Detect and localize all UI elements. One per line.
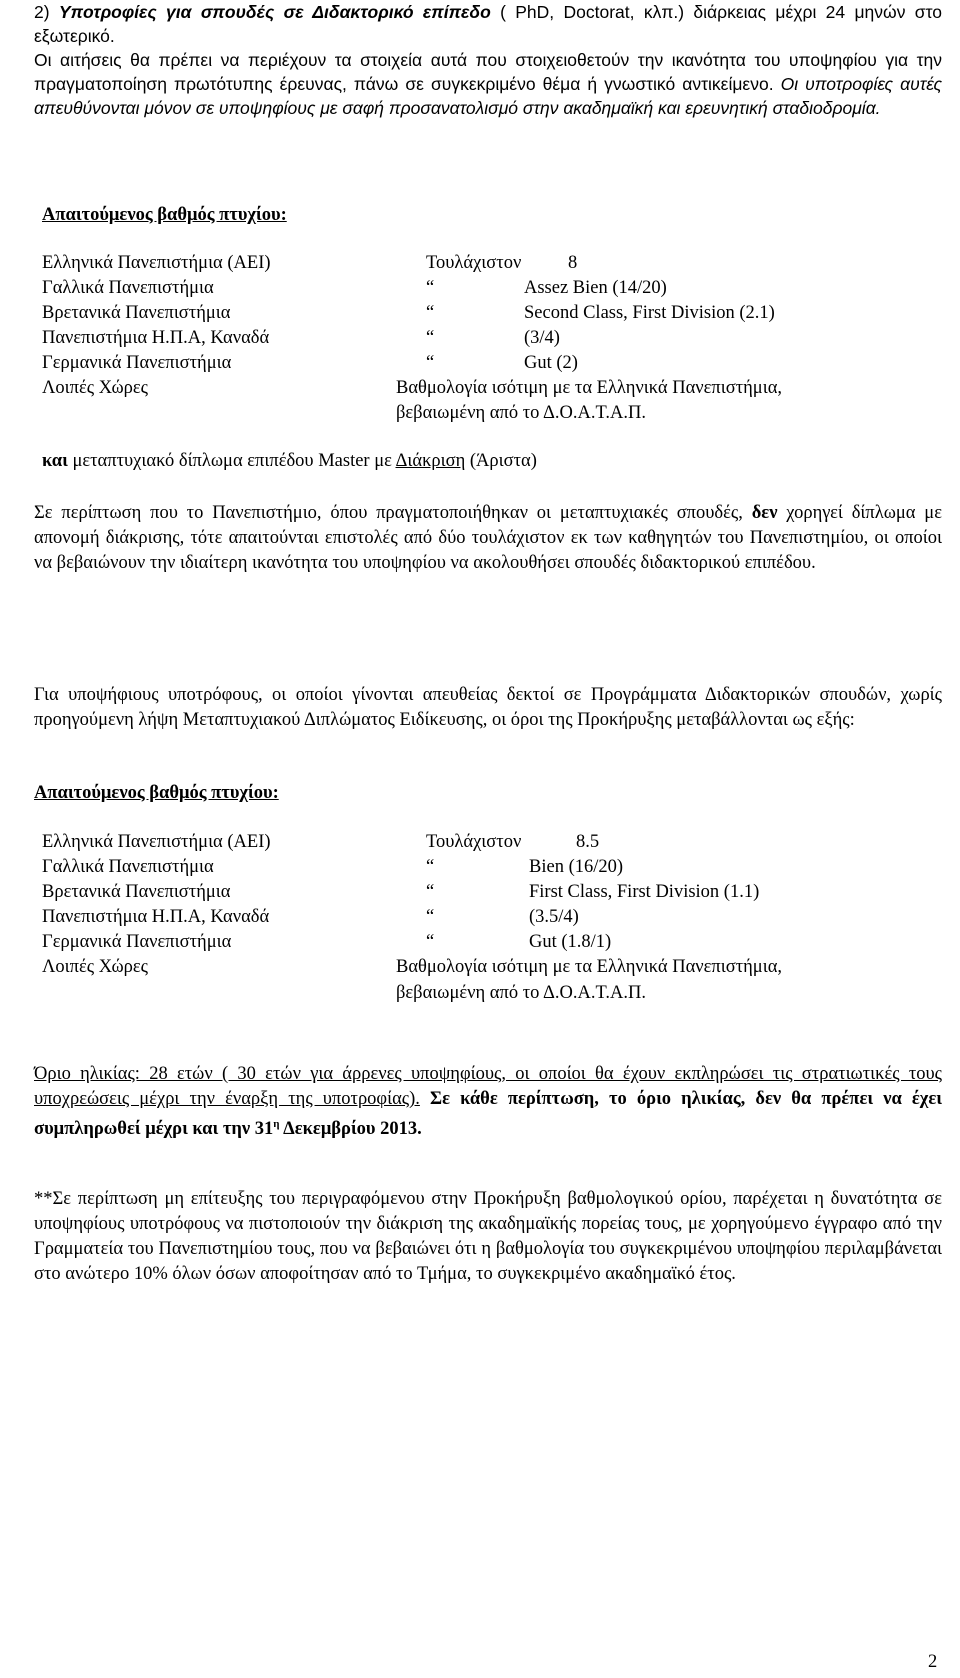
grade-value: (3/4): [524, 328, 560, 348]
grade-row: [42, 957, 942, 981]
distinction-word: Διάκριση: [395, 451, 466, 471]
section-title-suffix: ( PhD, Doctorat, κλπ.) διάρκειας μέχρι 24 μηνών στο εξωτερικό.: [34, 2, 942, 46]
grade-mark: “: [426, 907, 435, 927]
grade-mark: Τουλάχιστον: [426, 832, 522, 852]
section-italic-note: Οι υποτροφίες αυτές απευθύνονται μόνον σε υποψηφίους με σαφή προσανατολισμό στην ακαδημαϊκή και ερευνητική σταδιοδρομία.: [34, 74, 942, 118]
distinction-suffix: (Άριστα): [465, 451, 537, 471]
letters-text-1: Σε περίπτωση που το Πανεπιστήμιο, όπου πραγματοποιήθηκαν οι μεταπτυχιακές σπουδές,: [34, 503, 752, 523]
grade-row: [42, 278, 942, 302]
grade-country: Γαλλικά Πανεπιστήμια: [42, 857, 214, 877]
grade-value: Βαθμολογία ισότιμη με τα Ελληνικά Πανεπιστήμια,: [396, 378, 783, 398]
direct-admission-paragraph: Για υποψήφιους υποτρόφους, οι οποίοι γίνονται απευθείας δεκτοί σε Προγράμματα Διδακτορικών σπουδών, χωρίς προηγούμενη λήψη Μεταπτυχιακού Διπλώματος Ειδίκευσης, οι όροι της Προκήρυξης μεταβάλλονται ως εξής:: [34, 685, 942, 730]
grade-value: Second Class, First Division (2.1): [524, 303, 775, 323]
grade-country: Γερμανικά Πανεπιστήμια: [42, 932, 232, 952]
grades-heading-1: Απαιτούμενος βαθμός πτυχίου:: [42, 205, 287, 225]
master-requirement: [42, 451, 537, 472]
grade-mark: Τουλάχιστον: [426, 253, 522, 273]
grade-country: Γαλλικά Πανεπιστήμια: [42, 278, 214, 298]
grade-value: Gut (2): [524, 353, 578, 373]
grade-mark: “: [426, 278, 435, 298]
grade-row: [42, 932, 942, 956]
grade-country: Βρετανικά Πανεπιστήμια: [42, 882, 231, 902]
grade-row: [42, 882, 942, 906]
grade-cert-line: βεβαιωμένη από το Δ.Ο.Α.Τ.Α.Π.: [396, 983, 647, 1003]
grade-country: Βρετανικά Πανεπιστήμια: [42, 303, 231, 323]
grade-country: Ελληνικά Πανεπιστήμια (ΑΕΙ): [42, 253, 271, 273]
grade-value: 8.5: [576, 832, 600, 852]
section-body: Οι αιτήσεις θα πρέπει να περιέχουν τα στοιχεία αυτά που στοιχειοθετούν την ικανότητα του υποψηφίου για την πραγματοποίηση πρωτότυπης έρευνας, πάνω σε συγκεκριμένο θέμα ή γνωστικό αντικείμενο.: [34, 50, 942, 94]
note-paragraph: **Σε περίπτωση μη επίτευξης του περιγραφόμενου στην Προκήρυξη βαθμολογικού ορίου, παρέχεται η δυνατότητα σε υποψηφίους υποτρόφους να πιστοποιούν την διάκριση της ακαδημαϊκής πορείας τους, με χορηγούμενο έγγραφο από την Γραμματεία του Πανεπιστημίου τους, που να βεβαιώνει ότι η βαθμολογία του συγκεκριμένου υποψηφίου περιλαμβάνεται στο ανώτερο 10% όλων όσων αποφοίτησαν από το Τμήμα, το συγκεκριμένο ακαδημαϊκό έτος.: [34, 1189, 942, 1284]
grade-country: Πανεπιστήμια Η.Π.Α, Καναδά: [42, 907, 270, 927]
grade-value: First Class, First Division (1.1): [529, 882, 760, 902]
grade-row: [42, 378, 942, 402]
grade-mark: “: [426, 857, 435, 877]
grade-mark: “: [426, 328, 435, 348]
age-limit-text: Όριο ηλικίας: 28 ετών ( 30 ετών για άρρενες υποψηφίους, οι οποίοι θα έχουν εκπληρώσει τις στρατιωτικές τους υποχρεώσεις μέχρι την έναρξη της υποτροφίας).: [34, 1064, 942, 1109]
section-title: Υποτροφίες για σπουδές σε Διδακτορικό επίπεδο: [58, 2, 491, 22]
grade-row: [42, 253, 942, 277]
and-word: και: [42, 451, 68, 471]
age-limit-date: Δεκεμβρίου 2013.: [279, 1119, 422, 1140]
grade-mark: “: [426, 882, 435, 902]
age-limit-paragraph: [34, 1062, 942, 1142]
grade-cert-line: βεβαιωμένη από το Δ.Ο.Α.Τ.Α.Π.: [396, 403, 647, 423]
grade-value: 8: [568, 253, 578, 273]
age-limit-bold: Σε κάθε περίπτωση, το όριο ηλικίας, δεν θα πρέπει να έχει συμπληρωθεί μέχρι και την 31: [34, 1089, 942, 1140]
page-number: 2: [928, 1652, 938, 1672]
master-text: μεταπτυχιακό δίπλωμα επιπέδου Master με: [67, 451, 396, 471]
grade-value: (3.5/4): [529, 907, 579, 927]
grade-country: Πανεπιστήμια Η.Π.Α, Καναδά: [42, 328, 270, 348]
grade-value: Assez Bien (14/20): [524, 278, 667, 298]
grade-value: Βαθμολογία ισότιμη με τα Ελληνικά Πανεπιστήμια,: [396, 957, 783, 977]
grade-row: [42, 353, 942, 377]
letters-text-2: χορηγεί δίπλωμα με απονομή διάκρισης, τότε απαιτούνται επιστολές από δύο τουλάχιστον εκ των καθηγητών του Πανεπιστημίου, οι οποίοι να βεβαιώνουν την ιδιαίτερη ικανότητα του υποψηφίου να ακολουθήσει σπουδές διδακτορικού επιπέδου.: [34, 503, 942, 573]
grade-value: Bien (16/20): [529, 857, 624, 877]
section-number: 2): [34, 2, 50, 22]
grade-country: Λοιπές Χώρες: [42, 378, 148, 398]
section-2-paragraph: [34, 0, 942, 120]
ordinal-sup: η: [273, 1118, 280, 1130]
letters-paragraph: [34, 501, 942, 576]
grade-country: Λοιπές Χώρες: [42, 957, 148, 977]
grade-row: [42, 303, 942, 327]
grades-heading-2: Απαιτούμενος βαθμός πτυχίου:: [34, 783, 279, 803]
grade-country: Γερμανικά Πανεπιστήμια: [42, 353, 232, 373]
grade-mark: “: [426, 932, 435, 952]
letters-bold-word: δεν: [751, 503, 778, 523]
grade-mark: “: [426, 353, 435, 373]
grade-row: [42, 907, 942, 931]
grade-country: Ελληνικά Πανεπιστήμια (ΑΕΙ): [42, 832, 271, 852]
grade-row: [42, 328, 942, 352]
grade-value: Gut (1.8/1): [529, 932, 612, 952]
grade-row: [42, 857, 942, 881]
grade-mark: “: [426, 303, 435, 323]
grade-row: [42, 832, 942, 856]
